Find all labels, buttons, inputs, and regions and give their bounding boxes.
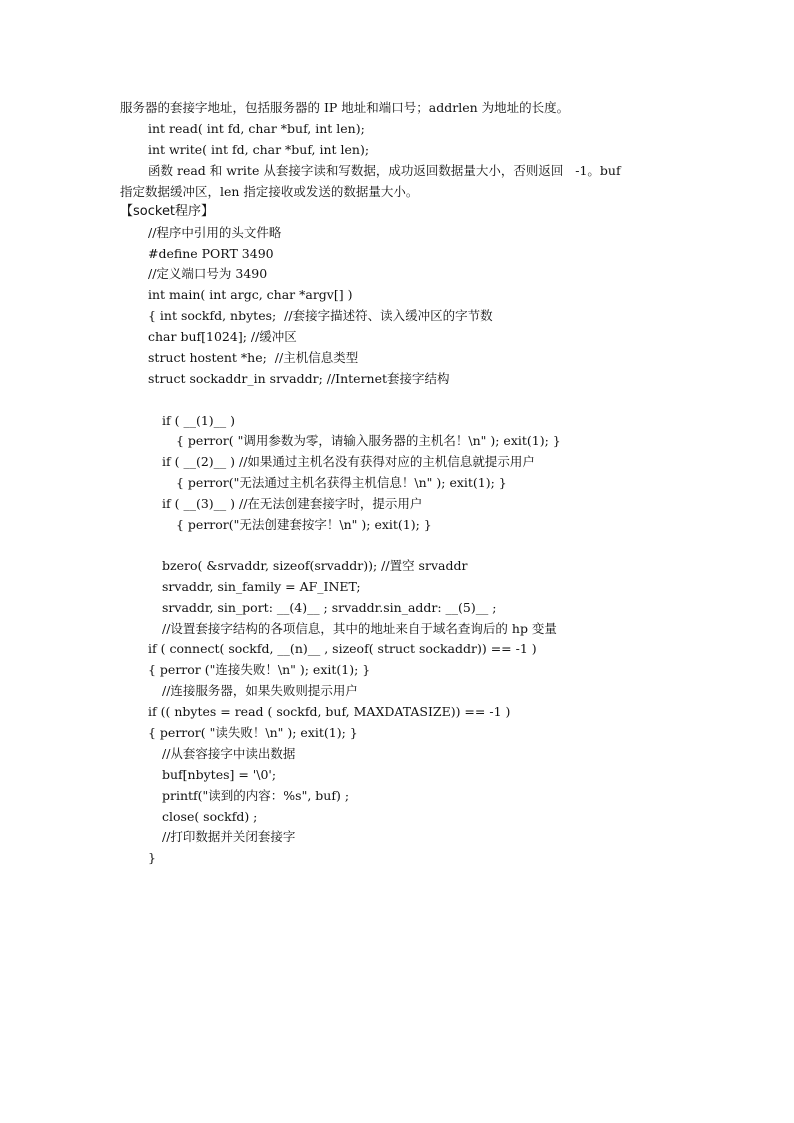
intro-line: 指定数据缓冲区，len 指定接收或发送的数据量大小。 (120, 184, 419, 199)
code-line: { perror ("连接失败！\n" ); exit(1); } (148, 662, 371, 677)
code-line: srvaddr, sin_port: __(4)__ ; srvaddr.sin_addr: __(5)__ ; (162, 600, 497, 615)
code-line: { perror( "调用参数为零，请输入服务器的主机名！\n" ); exit(1); } (176, 433, 561, 448)
code-line: //定义端口号为 3490 (148, 266, 268, 281)
code-line: if ( __(2)__ ) //如果通过主机名没有获得对应的主机信息就提示用户 (162, 454, 535, 469)
code-line: printf("读到的内容：%s", buf) ; (162, 788, 350, 803)
code-line: bzero( &srvaddr, sizeof(srvaddr)); //置空 srvaddr (162, 558, 468, 573)
code-line: if (( nbytes = read ( sockfd, buf, MAXDATASIZE)) == -1 ) (148, 704, 511, 719)
intro-line: int read( int fd, char *buf, int len); (148, 121, 365, 136)
code-line: buf[nbytes] = '\0'; (162, 767, 277, 782)
code-line: { int sockfd, nbytes; //套接字描述符、读入缓冲区的字节数 (148, 308, 493, 323)
code-line: if ( __(3)__ ) //在无法创建套接字时，提示用户 (162, 496, 423, 511)
code-line: close( sockfd) ; (162, 809, 258, 824)
code-line: //程序中引用的头文件略 (148, 225, 282, 240)
code-line: //打印数据并关闭套接字 (162, 829, 296, 844)
code-line: #define PORT 3490 (148, 246, 274, 261)
code-line: { perror("无法通过主机名获得主机信息！\n" ); exit(1); } (176, 475, 507, 490)
code-line: struct hostent *he; //主机信息类型 (148, 350, 359, 365)
code-line: } (148, 850, 156, 865)
intro-line: 函数 read 和 write 从套接字读和写数据，成功返回数据量大小，否则返回 -1。buf (148, 163, 621, 178)
code-line: if ( __(1)__ ) (162, 413, 236, 428)
code-line: struct sockaddr_in srvaddr; //Internet套接字结构 (148, 371, 450, 386)
code-line: if ( connect( sockfd, __(n)__ , sizeof( struct sockaddr)) == -1 ) (148, 641, 537, 656)
code-line: { perror( "读失败！\n" ); exit(1); } (148, 725, 358, 740)
code-line: //从套容接字中读出数据 (162, 746, 296, 761)
code-line: { perror("无法创建套按字！\n" ); exit(1); } (176, 517, 432, 532)
code-line: //连接服务器，如果失败则提示用户 (162, 683, 358, 698)
intro-line: 服务器的套接字地址，包括服务器的 IP 地址和端口号；addrlen 为地址的长度。 (120, 100, 570, 115)
code-line: char buf[1024]; //缓冲区 (148, 329, 297, 344)
code-line: srvaddr, sin_family = AF_INET; (162, 579, 361, 594)
section-heading: 【socket程序】 (120, 204, 215, 219)
intro-line: int write( int fd, char *buf, int len); (148, 142, 370, 157)
code-line: //设置套接字结构的各项信息，其中的地址来自于域名查询后的 hp 变量 (162, 621, 557, 636)
code-line: int main( int argc, char *argv[] ) (148, 287, 353, 302)
